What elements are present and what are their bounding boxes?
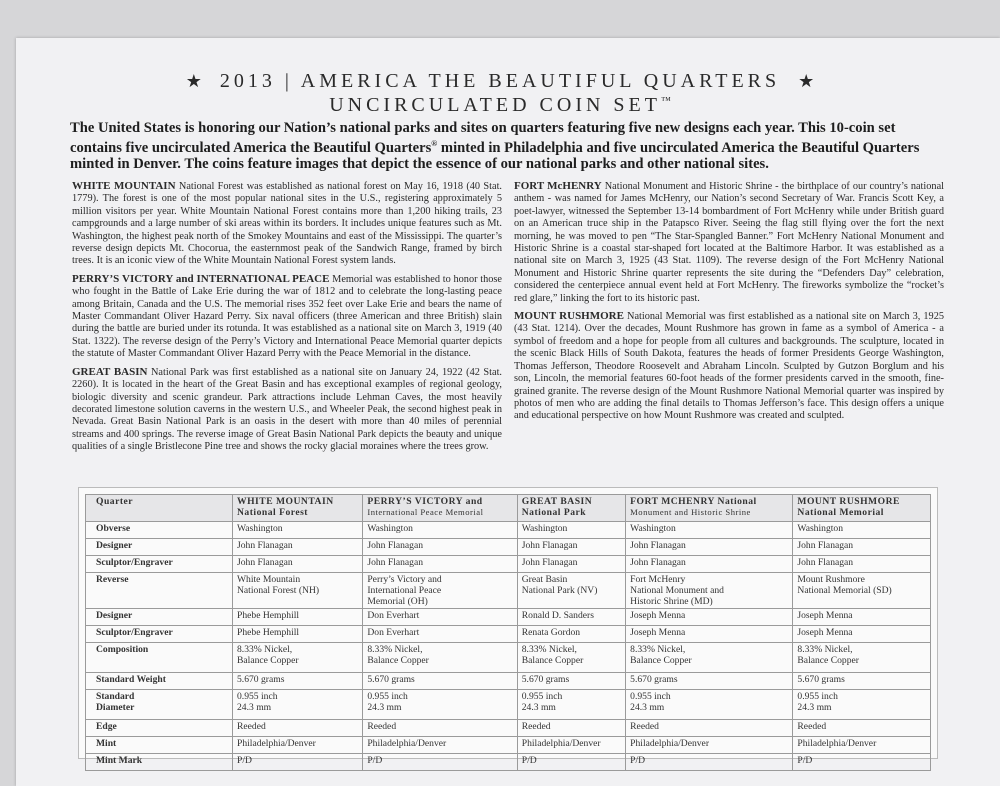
row-label	[86, 720, 233, 737]
table-cell	[626, 690, 793, 720]
row-label-line: Sculptor/Engraver	[96, 627, 173, 638]
cell-line: 24.3 mm	[367, 702, 402, 713]
table-row	[86, 573, 931, 609]
trademark-symbol: ™	[660, 95, 671, 107]
table-row	[86, 556, 931, 573]
table-cell	[363, 539, 517, 556]
cell-line: Balance Copper	[797, 655, 859, 666]
column-header	[517, 495, 625, 522]
cell-line: Washington	[630, 523, 676, 534]
table-cell	[233, 573, 363, 609]
row-label-line: Edge	[96, 721, 117, 732]
cell-line: Philadelphia/Denver	[521, 738, 601, 749]
cell-line: P/D	[367, 755, 383, 766]
row-label-line: Obverse	[96, 523, 131, 534]
table-cell	[363, 643, 517, 673]
column-header	[793, 495, 931, 522]
table-header-row	[86, 495, 931, 522]
table-cell	[363, 720, 517, 737]
cell-line: John Flanagan	[367, 557, 424, 568]
cell-line: Washington	[521, 523, 568, 534]
table-cell	[793, 626, 931, 643]
table-cell	[233, 626, 363, 643]
cell-line: John Flanagan	[237, 540, 293, 551]
cell-line: Don Everhart	[367, 627, 420, 638]
cell-line: John Flanagan	[521, 540, 578, 551]
cell-line: 5.670 grams	[237, 674, 285, 685]
row-label-line: Reverse	[96, 574, 129, 585]
intro-part-2: minted in Philadelphia and five uncirculated America the Beautiful Quarters minted in Denver. The coins feature images that depict the essence of our national parks and other national sites.	[70, 140, 920, 173]
row-label-line: Diameter	[96, 702, 135, 713]
table-cell	[517, 673, 625, 690]
cell-line: 0.955 inch	[630, 691, 671, 702]
cell-line: Joseph Menna	[797, 627, 853, 638]
table-cell	[793, 522, 931, 539]
cell-line: Fort McHenry	[630, 574, 686, 585]
cell-line: 8.33% Nickel,	[797, 644, 853, 655]
cell-line: John Flanagan	[630, 540, 686, 551]
cell-line: P/D	[521, 755, 537, 766]
cell-line: Joseph Menna	[630, 627, 686, 638]
cell-line: Joseph Menna	[630, 610, 686, 621]
row-label-line: Designer	[96, 540, 133, 551]
column-title: FORT MCHENRY National	[630, 496, 757, 507]
section-text: Memorial was established to honor those who fought in the Battle of Lake Erie during the war of 1812 and to celebrate the long-lasting peace among Britain, Canada and the U.S. The memorial rises 352 feet over Lake Erie and bears the name of Master Commandant Oliver Hazard Perry. Six naval officers (three American and three British) slain during the battle are buried under its rotunda. It was established as a national site on March 3, 1919 (40 Stat. 1322). The reverse design of the Perry’s Victory and International Peace Memorial quarter depicts the statute of Master Commandant Oliver Hazard Perry with the Peace Memorial in the distance.	[72, 273, 502, 360]
table-cell	[363, 737, 517, 754]
table-row	[86, 626, 931, 643]
cell-line: 5.670 grams	[521, 674, 570, 685]
table-cell	[517, 737, 625, 754]
cell-line: Mount Rushmore	[797, 574, 865, 585]
cell-line: Reeded	[797, 721, 827, 732]
cell-line: 0.955 inch	[367, 691, 408, 702]
table-cell	[233, 522, 363, 539]
row-label-line: Standard Weight	[96, 674, 166, 685]
table-cell	[626, 626, 793, 643]
registered-mark: ®	[431, 139, 438, 149]
cell-line: Reeded	[237, 721, 266, 732]
cell-line: 24.3 mm	[797, 702, 832, 713]
row-label	[86, 643, 233, 673]
section-text: National Monument and Historic Shrine - the birthplace of our country’s national anthem - was named for James McHenry, our Nation’s second Secretary of War. Francis Scott Key, a poet-lawyer, witnessed the September 13-14 bombardment of Fort McHenry while under British guard on an American truce ship in the Patapsco River. Seeing the flag still flying over the fort the next morning, he was moved to pen “The Star-Spangled Banner.” Fort McHenry National Monument and Historic Shrine is a coastal star-shaped fort located at the Baltimore Harbor. It was established as a national site on March 3, 1925 (43 Stat. 1109). The reverse design of the Fort McHenry National Monument and Historic Shrine quarter represents the site during the “Defenders Day” celebration, considered the centerpiece annual event held at Fort McHenry. The fireworks symbolize the “rocket’s red glare,” linking the fort to its historic past.	[514, 181, 944, 304]
table-row	[86, 609, 931, 626]
table-cell	[793, 754, 931, 771]
table-cell	[517, 690, 625, 720]
table-cell	[363, 522, 517, 539]
table-cell	[363, 673, 517, 690]
section-great-basin	[72, 366, 502, 454]
cell-line: Philadelphia/Denver	[237, 738, 316, 749]
cell-line: Phebe Hemphill	[237, 627, 300, 638]
column-subtitle: National Forest	[237, 507, 309, 518]
section-heading: MOUNT RUSHMORE	[514, 310, 624, 323]
table-cell	[233, 720, 363, 737]
table-cell	[626, 556, 793, 573]
row-label-line: Sculptor/Engraver	[96, 557, 173, 568]
column-subtitle: National Park	[521, 507, 587, 518]
table-cell	[793, 643, 931, 673]
cell-line: 8.33% Nickel,	[630, 644, 686, 655]
cell-line: Washington	[367, 523, 413, 534]
row-label	[86, 754, 233, 771]
column-header	[233, 495, 363, 522]
column-title: MOUNT RUSHMORE	[797, 496, 900, 507]
cell-line: 8.33% Nickel,	[521, 644, 577, 655]
cell-line: John Flanagan	[521, 557, 578, 568]
table-row	[86, 522, 931, 539]
table-cell	[626, 643, 793, 673]
cell-line: Don Everhart	[367, 610, 420, 621]
cell-line: P/D	[237, 755, 252, 766]
table-cell	[233, 754, 363, 771]
table-row	[86, 754, 931, 771]
table-row	[86, 539, 931, 556]
section-perrys-victory	[72, 273, 502, 361]
cell-line: Great Basin	[521, 574, 568, 585]
table-row	[86, 737, 931, 754]
table-cell	[517, 754, 625, 771]
cell-line: Balance Copper	[367, 655, 429, 666]
table-cell	[363, 690, 517, 720]
table-cell	[793, 609, 931, 626]
row-label-line: Designer	[96, 610, 133, 621]
table-cell	[363, 609, 517, 626]
cell-line: Reeded	[630, 721, 659, 732]
title-line-1	[0, 70, 1000, 93]
table-cell	[517, 556, 625, 573]
intro-paragraph	[70, 120, 950, 172]
table-cell	[517, 720, 625, 737]
cell-line: Balance Copper	[630, 655, 692, 666]
cell-line: P/D	[630, 755, 646, 766]
column-title: PERRY’S VICTORY and	[367, 496, 483, 507]
table-row	[86, 643, 931, 673]
cell-line: Reeded	[367, 721, 397, 732]
table-cell	[626, 673, 793, 690]
row-label	[86, 626, 233, 643]
table-cell	[793, 690, 931, 720]
section-text: National Forest was established as national forest on May 16, 1918 (40 Stat. 1779). The forest is one of the most popular national sites in the U.S., registering approximately 5 million visitors per year. White Mountain National Forest contains more than 1,200 hiking trails, 23 campgrounds and a large number of ski areas within its borders. It includes unique features such as Mt. Washington, the highest peak north of the Smokey Mountains and east of the Mississippi. The quarter’s reverse design depicts Mt. Chocorua, the easternmost peak of the Sandwich Range, framed by birch trees. It is an iconic view of the White Mountain National Forest system lands.	[72, 181, 503, 267]
table-body	[86, 522, 931, 771]
table-cell	[626, 737, 793, 754]
row-label-line: Standard	[96, 691, 135, 702]
table-cell	[233, 556, 363, 573]
table-cell	[517, 626, 625, 643]
title-text-2: UNCIRCULATED COIN SET	[329, 94, 661, 116]
cell-line: Balance Copper	[521, 655, 584, 666]
table-cell	[793, 556, 931, 573]
star-icon-right: ★	[798, 71, 815, 91]
column-header	[626, 495, 793, 522]
specs-table	[85, 494, 931, 771]
table-cell	[793, 737, 931, 754]
table-cell	[517, 609, 625, 626]
cell-line: 24.3 mm	[630, 702, 665, 713]
column-subtitle: Monument and Historic Shrine	[630, 507, 751, 517]
cell-line: 0.955 inch	[521, 691, 563, 702]
cell-line: Perry’s Victory and	[367, 574, 442, 585]
cell-line: John Flanagan	[367, 540, 424, 551]
table-cell	[626, 720, 793, 737]
cell-line: Philadelphia/Denver	[367, 738, 447, 749]
row-label	[86, 737, 233, 754]
table-cell	[517, 539, 625, 556]
table-cell	[233, 737, 363, 754]
section-white-mountain	[72, 180, 502, 268]
row-label	[86, 690, 233, 720]
column-subtitle: National Memorial	[797, 507, 884, 518]
section-heading: FORT McHENRY	[514, 180, 602, 192]
table-cell	[363, 556, 517, 573]
cell-line: Memorial (OH)	[367, 596, 428, 607]
cell-line: Philadelphia/Denver	[630, 738, 710, 749]
star-icon-left: ★	[185, 71, 202, 91]
table-cell	[517, 643, 625, 673]
cell-line: National Forest (NH)	[237, 585, 320, 596]
cell-line: 24.3 mm	[521, 702, 556, 713]
table-corner-header: Quarter	[86, 495, 233, 522]
cell-line: Philadelphia/Denver	[797, 738, 877, 749]
table-cell	[626, 754, 793, 771]
cell-line: John Flanagan	[797, 540, 854, 551]
cell-line: John Flanagan	[797, 557, 854, 568]
cell-line: Washington	[797, 523, 843, 534]
table-cell	[793, 539, 931, 556]
cell-line: 0.955 inch	[797, 691, 838, 702]
table-cell	[626, 609, 793, 626]
cell-line: Renata Gordon	[521, 627, 581, 638]
table-cell	[233, 609, 363, 626]
section-heading: GREAT BASIN	[72, 365, 148, 378]
table-row	[86, 690, 931, 720]
row-label	[86, 522, 233, 539]
section-heading: PERRY’S VICTORY and INTERNATIONAL PEACE	[72, 272, 330, 285]
title-text-1: 2013 | AMERICA THE BEAUTIFUL QUARTERS	[219, 70, 781, 92]
cell-line: Phebe Hemphill	[237, 610, 300, 621]
table-row	[86, 673, 931, 690]
specs-table-panel	[78, 487, 938, 766]
row-label	[86, 609, 233, 626]
table-cell	[793, 673, 931, 690]
table-cell	[626, 539, 793, 556]
cell-line: Balance Copper	[237, 655, 299, 666]
section-mount-rushmore	[514, 310, 944, 423]
title-line-2	[0, 94, 1000, 117]
table-cell	[233, 673, 363, 690]
table-cell	[793, 720, 931, 737]
section-fort-mchenry	[514, 180, 944, 305]
cell-line: International Peace	[367, 585, 442, 596]
cell-line: 24.3 mm	[237, 702, 272, 713]
section-text: National Memorial was first established as a national site on March 3, 1925 (43 Stat. 1214). Over the decades, Mount Rushmore has grown in fame as a symbol of America - a symbol of freedom and a hope for people from all cultures and backgrounds. The sculpture, located in the scenic Black Hills of South Dakota, features the heads of former Presidents George Washington, Thomas Jefferson, Theodore Roosevelt and Abraham Lincoln. Sculpted by Gutzon Borglum and his son, Lincoln, the memorial features 60-foot heads of the former presidents carved in the smooth, fine-grained granite. The reverse design of the Mount Rushmore National Memorial quarter was inspired by photos of men who are adding the final details to Thomas Jefferson’s face. This design offers a unique and educational perspective on how Mount Rushmore was created and sculpted.	[514, 311, 944, 422]
cell-line: 8.33% Nickel,	[237, 644, 293, 655]
table-row	[86, 720, 931, 737]
row-label	[86, 539, 233, 556]
table-cell	[626, 522, 793, 539]
row-label-line: Mint Mark	[96, 755, 143, 766]
cell-line: Ronald D. Sanders	[521, 610, 594, 621]
cell-line: 8.33% Nickel,	[367, 644, 423, 655]
row-label	[86, 556, 233, 573]
column-header	[363, 495, 517, 522]
left-column	[72, 180, 502, 459]
row-label	[86, 573, 233, 609]
cell-line: Reeded	[521, 721, 551, 732]
row-label-line: Mint	[96, 738, 117, 749]
cell-line: National Park (NV)	[521, 585, 598, 596]
cell-line: National Memorial (SD)	[797, 585, 892, 596]
cell-line: 5.670 grams	[367, 674, 415, 685]
table-cell	[626, 573, 793, 609]
cell-line: Washington	[237, 523, 283, 534]
cell-line: National Monument and	[630, 585, 724, 596]
table-cell	[517, 573, 625, 609]
column-title: GREAT BASIN	[521, 496, 593, 507]
table-cell	[363, 754, 517, 771]
right-column	[514, 180, 944, 428]
table-cell	[517, 522, 625, 539]
table-cell	[363, 573, 517, 609]
section-text: National Park was first established as a national site on January 24, 1922 (42 Stat. 2260). It is located in the heart of the Great Basin and has exceptional examples of regional geology, biologic diversity and scenic grandeur. Park attractions include Lehman Caves, the most heavily decorated limestone solution caverns in the western U.S., and Wheeler Peak, the second highest peak in Nevada. Great Basin National Park is an oasis in the desert with more than 40 miles of perennial streams and 400 springs. The reverse image of Great Basin National Park depicts the beauty and unique qualities of a single Bristlecone Pine tree and shows the rocky glacial moraines where the trees grow.	[72, 366, 502, 453]
cell-line: John Flanagan	[237, 557, 293, 568]
row-label-line: Composition	[96, 644, 149, 655]
cell-line: 5.670 grams	[630, 674, 678, 685]
cell-line: White Mountain	[237, 574, 301, 585]
table-cell	[233, 690, 363, 720]
row-label	[86, 673, 233, 690]
section-heading: WHITE MOUNTAIN	[72, 180, 176, 192]
cell-line: 0.955 inch	[237, 691, 278, 702]
cell-line: John Flanagan	[630, 557, 686, 568]
column-title: WHITE MOUNTAIN	[237, 496, 334, 507]
cell-line: Historic Shrine (MD)	[630, 596, 713, 607]
table-cell	[233, 643, 363, 673]
table-cell	[793, 573, 931, 609]
table-cell	[233, 539, 363, 556]
table-cell	[363, 626, 517, 643]
cell-line: P/D	[797, 755, 813, 766]
cell-line: Joseph Menna	[797, 610, 853, 621]
column-subtitle: International Peace Memorial	[367, 507, 484, 517]
cell-line: 5.670 grams	[797, 674, 845, 685]
intro-part-1: The United States is honoring our Nation’s national parks and sites on quarters featuring five new designs each year. This 10-coin set contains five uncirculated America the Beautiful Quarters	[70, 120, 896, 157]
